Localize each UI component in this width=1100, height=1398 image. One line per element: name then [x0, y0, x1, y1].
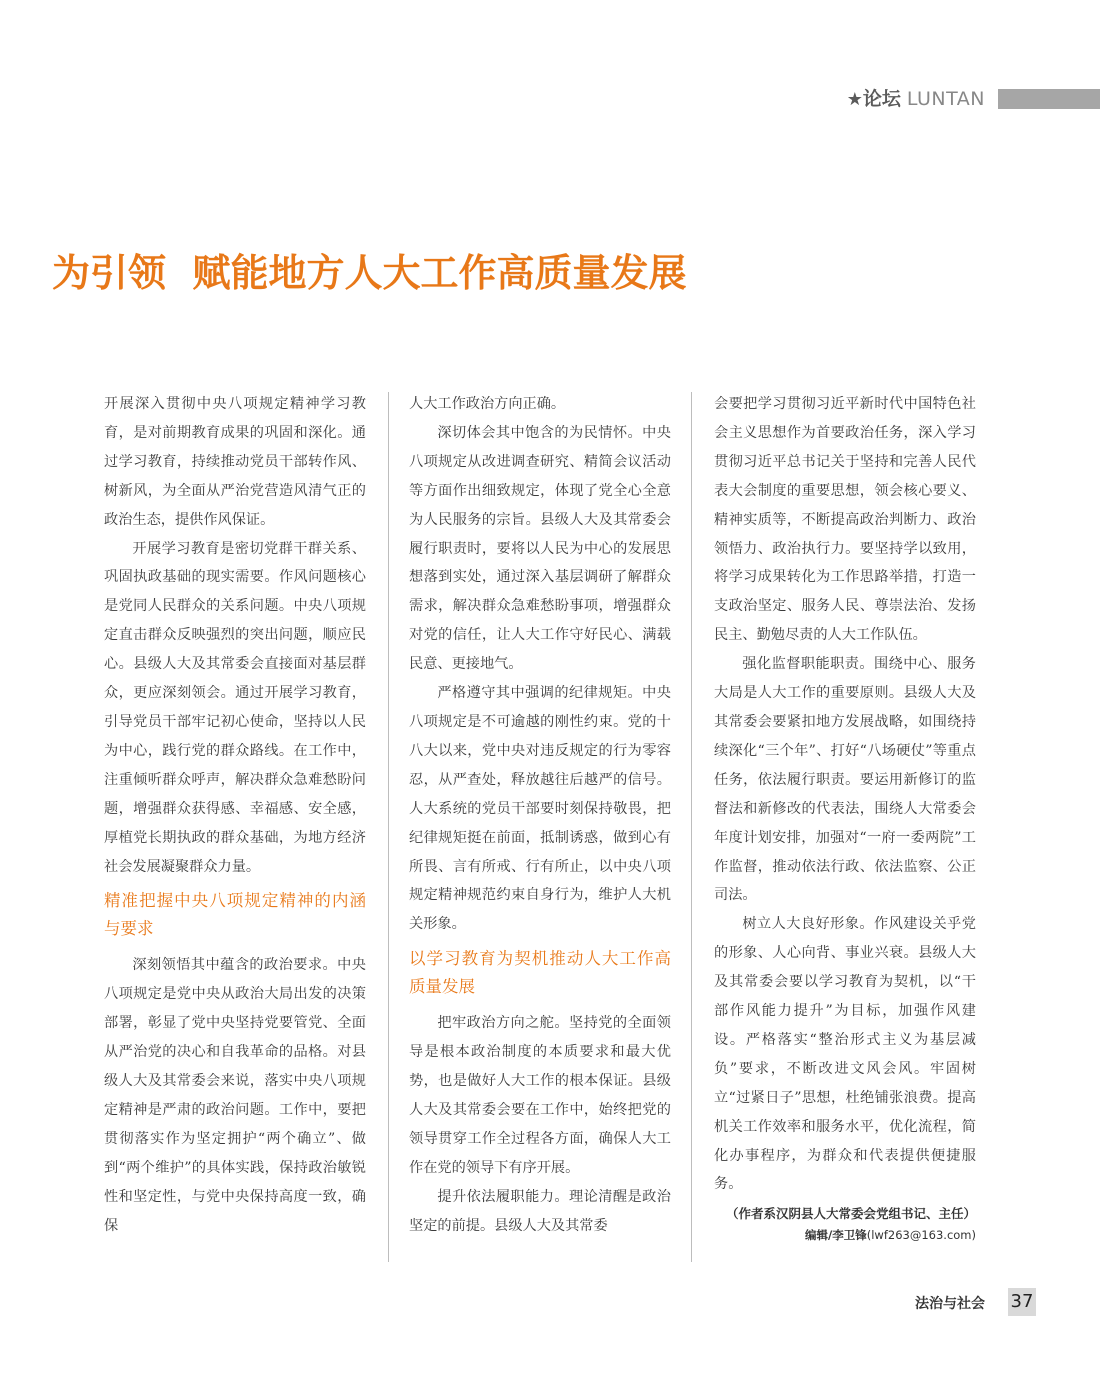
column-2 — [409, 390, 671, 1240]
header-bar — [998, 89, 1100, 109]
section-header — [0, 87, 1100, 111]
editor-name: 编辑/李卫锋 — [805, 1228, 867, 1243]
paragraph: 开展学习教育是密切党群干群关系、巩固执政基础的现实需要。作风问题核心是党同人民群众的关系问题。中央八项规定直击群众反映强烈的突出问题，顺应民心。县级人大及其常委会直接面对基层群众，更应深刻领会。通过开展学习教育，引导党员干部牢记初心使命，坚持以人民为中心，践行党的群众路线。在工作中，注重倾听群众呼声，解决群众急难愁盼问题，增强群众获得感、幸福感、安全感，厚植党长期执政的群众基础，为地方经济社会发展凝聚群众力量。 — [104, 540, 366, 875]
section-name-cn: 论坛 — [862, 88, 901, 110]
paragraph: 强化监督职能职责。围绕中心、服务大局是人大工作的重要原则。县级人大及其常委会要紧扣地方发展战略，如围绕持续深化“三个年”、打好“八场硬仗”等重点任务，依法履行职责。要运用新修订的监督法和新修改的代表法，围绕人大常委会年度计划安排，加强对“一府一委两院”工作监督，推动依法行政、依法监察、公正司法。 — [714, 656, 976, 904]
paragraph: 提升依法履职能力。理论清醒是政治坚定的前提。县级人大及其常委 — [409, 1188, 671, 1234]
section-heading: 以学习教育为契机推动人大工作高质量发展 — [409, 949, 671, 997]
paragraph: 开展深入贯彻中央八项规定精神学习教育，是对前期教育成果的巩固和深化。通过学习教育，持续推动党员干部转作风、树新风，为全面从严治党营造风清气正的政治生态，提供作风保证。 — [104, 396, 366, 528]
article-title: 为引领 赋能地方人大工作高质量发展 — [52, 251, 687, 295]
star-icon: ★ — [846, 89, 863, 110]
column-3 — [714, 390, 976, 1245]
paragraph: 严格遵守其中强调的纪律规矩。中央八项规定是不可逾越的刚性约束。党的十八大以来，党中央对违反规定的行为零容忍，从严查处，释放越往后越严的信号。人大系统的党员干部要时刻保持敬畏，把纪律规矩挺在前面，抵制诱惑，做到心有所畏、言有所戒、行有所止，以中央八项规定精神规范约束自身行为，维护人大机关形象。 — [409, 685, 671, 933]
author-note: （作者系汉阴县人大常委会党组书记、主任） — [725, 1206, 976, 1222]
paragraph: 树立人大良好形象。作风建设关乎党的形象、人心向背、事业兴衰。县级人大及其常委会要以学习教育为契机，以“干部作风能力提升”为目标，加强作风建设。严格落实“整治形式主义为基层减负”要求，不断改进文风会风。牢固树立“过紧日子”思想，杜绝铺张浪费。提高机关工作效率和服务水平，优化流程，简化办事程序，为群众和代表提供便捷服务。 — [714, 916, 976, 1193]
section-label — [847, 87, 985, 112]
section-heading: 精准把握中央八项规定精神的内涵与要求 — [104, 891, 366, 939]
column-divider — [388, 392, 389, 1262]
magazine-name: 法治与社会 — [915, 1296, 985, 1312]
column-1 — [104, 390, 366, 1240]
paragraph: 深切体会其中饱含的为民情怀。中央八项规定从改进调查研究、精简会议活动等方面作出细致规定，体现了党全心全意为人民服务的宗旨。县级人大及其常委会履行职责时，要将以人民为中心的发展思想落到实处，通过深入基层调研了解群众需求，解决群众急难愁盼事项，增强群众对党的信任，让人大工作守好民心、满载民意、更接地气。 — [409, 424, 671, 673]
section-name-en: LUNTAN — [906, 88, 985, 110]
editor-email: (lwf263@163.com) — [866, 1228, 976, 1243]
paragraph: 人大工作政治方向正确。 — [409, 396, 566, 412]
editor-credit — [714, 1225, 976, 1245]
paragraph: 把牢政治方向之舵。坚持党的全面领导是根本政治制度的本质要求和最大优势，也是做好人大工作的根本保证。县级人大及其常委会要在工作中，始终把党的领导贯穿工作全过程各方面，确保人大工作在党的领导下有序开展。 — [409, 1015, 671, 1176]
paragraph: 会要把学习贯彻习近平新时代中国特色社会主义思想作为首要政治任务，深入学习贯彻习近平总书记关于坚持和完善人民代表大会制度的重要思想，领会核心要义、精神实质等，不断提高政治判断力、政治领悟力、政治执行力。要坚持学以致用，将学习成果转化为工作思路举措，打造一支政治坚定、服务人民、尊崇法治、发扬民主、勤勉尽责的人大工作队伍。 — [714, 396, 976, 644]
paragraph: 深刻领悟其中蕴含的政治要求。中央八项规定是党中央从政治大局出发的决策部署，彰显了党中央坚持党要管党、全面从严治党的决心和自我革命的品格。对县级人大及其常委会来说，落实中央八项规定精神是严肃的政治问题。工作中，要把贯彻落实作为坚定拥护“两个确立”、做到“两个维护”的具体实践，保持政治敏锐性和坚定性，与党中央保持高度一致，确保 — [104, 957, 366, 1234]
page-number: 37 — [1008, 1288, 1036, 1316]
column-divider — [691, 392, 692, 1262]
